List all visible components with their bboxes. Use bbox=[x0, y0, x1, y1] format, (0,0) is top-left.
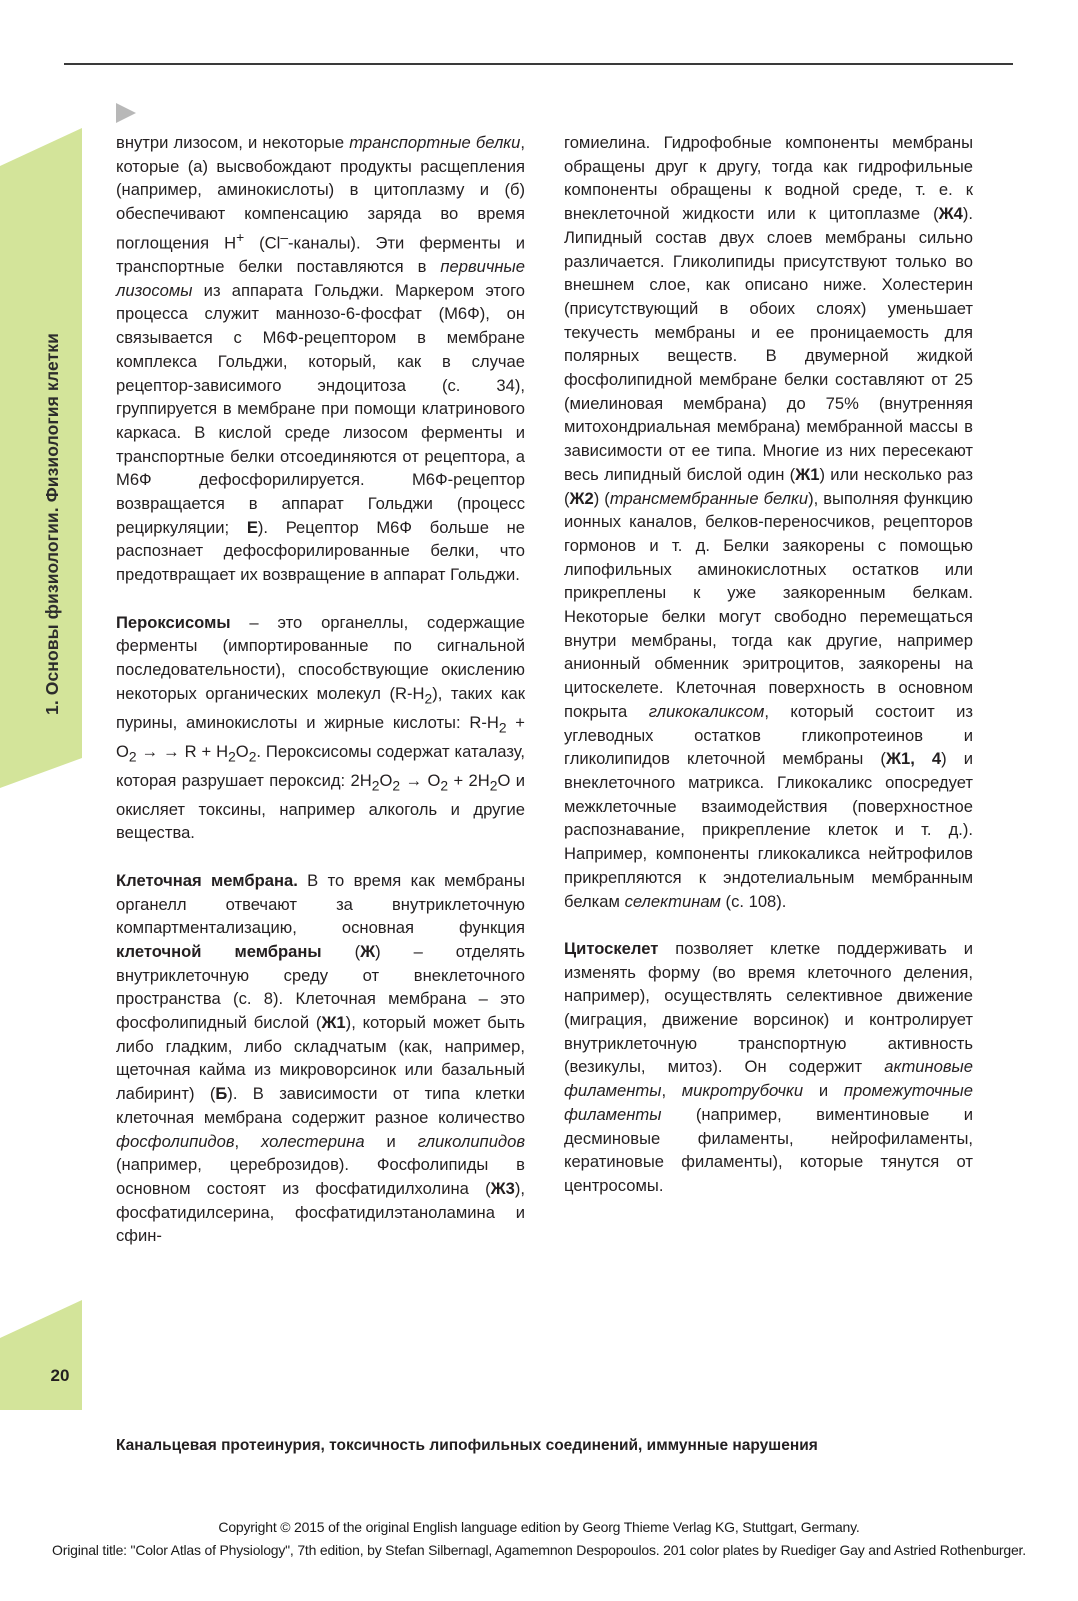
left-column bbox=[116, 131, 525, 1248]
page-number-tab bbox=[0, 1300, 82, 1410]
footer-topic: Канальцевая протеинурия, токсичность липофильных соединений, иммунные нарушения bbox=[116, 1437, 818, 1454]
right-column bbox=[564, 131, 973, 1198]
paragraph-cytoskeleton: Цитоскелет позволяет клетке поддерживать и изменять форму (во время клеточного деления, например), осуществлять селективное движение (миграция, движение ворсинок) и контролирует внутриклеточную транспортную активность (везикулы, митоз). Он содержит актиновые филаменты, микротрубочки и промежуточные филаменты (например, виментиновые и десминовые филаменты, нейрофиламенты, кератиновые филаменты), которые тянутся от центросомы. bbox=[564, 938, 973, 1195]
paragraph-peroxisomes: Пероксисомы – это органеллы, содержащие ферменты (импортированные по сигнальной последовательности), способствующие окислению некоторых органических молекул $(R-H_2)$, таких как пурины, аминокислоты и жирные кислоты: $R-H_2 + O_2$ → → $R + H_2O_2$. Пероксисомы содержат каталазу, которая разрушает пероксид: $2H_2O_2 \to O_2 + 2H_2O$ и окисляет токсины, например алкоголь и другие вещества. bbox=[116, 612, 525, 843]
copyright-line-1: Copyright © 2015 of the original English language edition by Georg Thieme Verlag KG, Stuttgart, Germany. bbox=[218, 1519, 860, 1535]
copyright-line-2: Original title: "Color Atlas of Physiology", 7th edition, by Stefan Silbernagl, Agamemnon Despopoulos. 201 color plates by Ruediger Gay and Astried Rothenburger. bbox=[52, 1542, 1026, 1558]
paragraph-membrane-composition: гомиелина. Гидрофобные компоненты мембраны обращены друг к другу, тогда как гидрофильные компоненты обращены к водной среде, т. е. к внеклеточной жидкости или к цитоплазме (Ж4). Липидный состав двух слоев мембраны сильно различается. Гликолипиды присутствуют только во внешнем слое, как описано ниже. Холестерин (присутствующий в обоих слоях) уменьшает текучесть мембраны и ее проницаемость для полярных веществ. В двумерной жидкой фосфолипидной мембране белки составляют от 25 (миелиновая мембрана) до 75% (внутренняя митохондриальная мембрана) мембранной массы в зависимости от ее типа. Многие из них пересекают весь липидный бислой один (Ж1) или несколько раз (Ж2) (трансмембранные белки), выполняя функцию ионных каналов, белков-переносчиков, рецепторов гормонов и т. д. Белки заякорены с помощью липофильных аминокислотных остатков или прикреплены к уже заякоренным белкам. Некоторые белки могут свободно перемещаться внутри мембраны, тогда как другие, например анионный обменник эритроцитов, заякорены на цитоскелете. Клеточная поверхность в основном покрыта гликокаликсом, который состоит из углеводных остатков гликопротеинов и гликолипидов клеточной мембраны (Ж1, 4) и внеклеточного матрикса. Гликокаликс опосредует межклеточные взаимодействия (поверхностное распознавание, прикрепление клеток и т. д.). Например, компоненты гликокаликса нейтрофилов прикрепляются к эндотелиальным мембранным белкам селектинам (с. 108). bbox=[564, 133, 974, 911]
header-rule bbox=[64, 63, 1013, 65]
chapter-title: 1. Основы физиологии. Физиология клетки bbox=[42, 333, 62, 715]
paragraph-lysosomes: внутри лизосом, и некоторые транспортные белки, которые (а) высвобождают продукты расщепления (например, аминокислоты) в цитоплазму и (б) обеспечивают компенсацию заряда во время поглощения H+ (Cl–-каналы). Эти ферменты и транспортные белки поставляются в первичные лизосомы из аппарата Гольджи. Маркером этого процесса служит маннозо-6-фосфат (М6Ф), он связывается с М6Ф-рецептором в мембране комплекса Гольджи, который, как в случае рецептор-зависимого эндоцитоза (с. 34), группируется в мембране при помощи клатринового каркаса. В кислой среде лизосом ферменты и транспортные белки отсоединяются от рецептора, а М6Ф дефосфорилируется. М6Ф-рецептор возвращается в аппарат Гольджи (процесс рециркуляции; E). Рецептор М6Ф больше не распознает дефосфорилированные белки, что предотвращает их возвращение в аппарат Гольджи. bbox=[116, 133, 525, 585]
page-number: 20 bbox=[50, 1366, 70, 1385]
arrow-right-icon bbox=[116, 103, 136, 123]
chapter-tab bbox=[0, 128, 82, 788]
paragraph-cell-membrane: Клеточная мембрана. В то время как мембраны органелл отвечают за внутриклеточную компартментализацию, основная функция клеточной мембраны (Ж) – отделять внутриклеточную среду от внеклеточного пространства (с. 8). Клеточная мембрана – это фосфолипидный бислой (Ж1), который может быть либо гладким, либо складчатым (как, например, щеточная кайма из микроворсинок или базальный лабиринт) (Б). В зависимости от типа клетки клеточная мембрана содержит разное количество фосфолипидов, холестерина и гликолипидов (например, цереброзидов). Фосфолипиды в основном состоят из фосфатидилхолина (Ж3), фосфатидилсерина, фосфатидилэтаноламина и сфин- bbox=[116, 870, 526, 1246]
